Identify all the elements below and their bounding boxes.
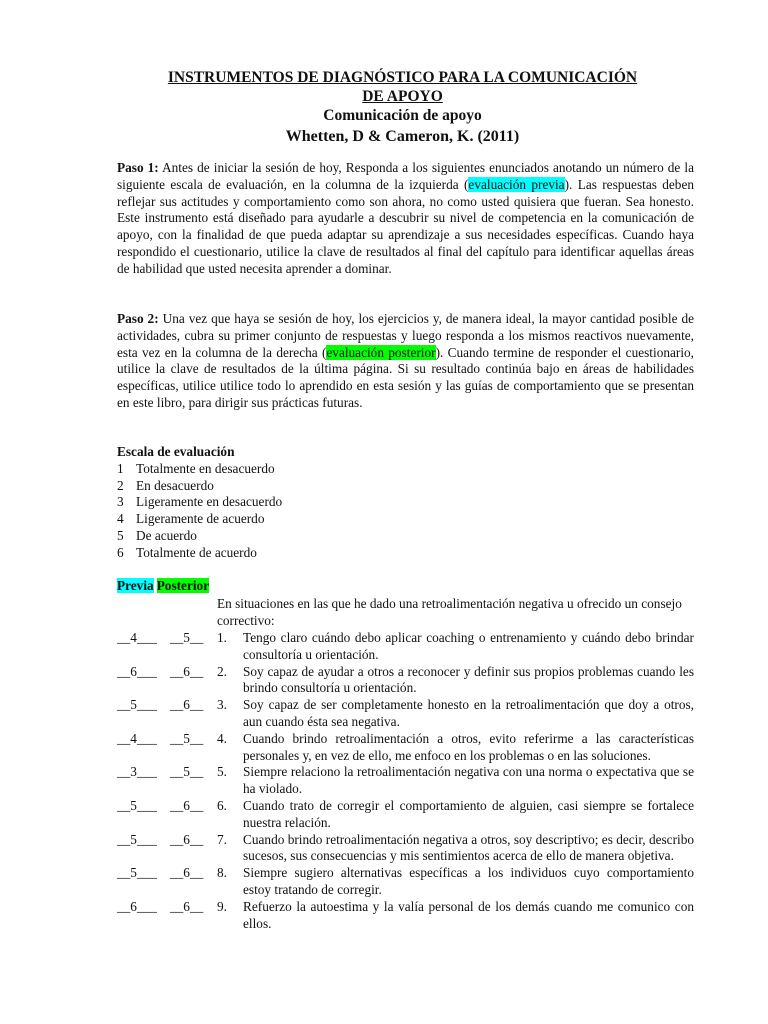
scale-item-num: 2	[117, 477, 124, 493]
item-text: Tengo claro cuándo debo aplicar coaching o entrenamiento y cuándo debo brindar consultoría u orientación.	[243, 630, 694, 662]
paso-1-text-a: Antes de iniciar la sesión de hoy, Responda a los siguientes enunciados anotando un número de la siguiente escala de evaluación, en la columna de la izquierda (	[117, 160, 694, 192]
questionnaire-item	[117, 865, 694, 899]
paso-2-paragraph	[117, 311, 694, 412]
questionnaire-item	[117, 899, 694, 933]
item-number: 9.	[217, 898, 227, 914]
scale-item-label: Ligeramente de acuerdo	[136, 511, 265, 527]
questionnaire-item	[117, 832, 694, 866]
item-number: 7.	[217, 831, 227, 847]
questionnaire-item	[117, 798, 694, 832]
item-number: 2.	[217, 663, 227, 679]
previa-answer[interactable]: __6___	[117, 898, 157, 914]
scale-item	[117, 494, 517, 511]
scale-item	[117, 511, 517, 528]
item-number: 4.	[217, 730, 227, 746]
item-text: Soy capaz de ser completamente honesto en la retroalimentación que doy a otros, aun cuando ésta sea negativa.	[243, 697, 694, 729]
subtitle: Comunicación de apoyo	[323, 107, 482, 124]
posterior-answer[interactable]: __5__	[170, 730, 204, 746]
title-block	[110, 68, 695, 149]
questionnaire-item	[117, 731, 694, 765]
item-text: Soy capaz de ayudar a otros a reconocer y definir sus propios problemas cuando les brindo consultoría u orientación.	[243, 663, 694, 696]
previa-answer[interactable]: __5___	[117, 697, 157, 713]
title-line-1: INSTRUMENTOS DE DIAGNÓSTICO PARA LA COMUNICACIÓN	[167, 69, 638, 86]
column-headers	[117, 578, 209, 595]
posterior-answer[interactable]: __6__	[170, 697, 204, 713]
item-number: 8.	[217, 865, 227, 881]
paso-1-label: Paso 1:	[117, 160, 159, 175]
posterior-header: Posterior	[156, 578, 210, 593]
posterior-answer[interactable]: __6__	[170, 865, 204, 881]
scale-item-num: 6	[117, 544, 124, 560]
previa-answer[interactable]: __5___	[117, 831, 157, 847]
item-number: 6.	[217, 797, 227, 813]
scale-item-num: 5	[117, 527, 124, 543]
item-number: 1.	[217, 630, 227, 645]
scale-item	[117, 478, 517, 495]
item-number: 3.	[217, 697, 227, 713]
scale-item	[117, 545, 517, 562]
item-text: Cuando trato de corregir el comportamiento de alguien, casi siempre se fortalece nuestra relación.	[243, 797, 694, 830]
scale-item-label: En desacuerdo	[136, 477, 214, 493]
posterior-answer[interactable]: __6__	[170, 797, 204, 813]
paso-2-label: Paso 2:	[117, 311, 159, 326]
previa-answer[interactable]: __4___	[117, 630, 157, 645]
item-text: Cuando brindo retroalimentación a otros, evito referirme a las características personales y, en vez de ello, me enfoco en los problemas o en las soluciones.	[243, 730, 694, 763]
scale-item-label: De acuerdo	[136, 527, 197, 543]
previa-answer[interactable]: __6___	[117, 663, 157, 679]
scale-title: Escala de evaluación	[117, 444, 235, 459]
questionnaire-item	[117, 630, 694, 664]
scale-block	[117, 444, 517, 562]
item-text: Cuando brindo retroalimentación negativa a otros, soy descriptivo; es decir, describo sucesos, sus consecuencias y mis sentimientos acerca de ello de manera objetiva.	[243, 831, 694, 864]
paso-2-highlight: evaluación posterior	[326, 344, 436, 360]
scale-item-label: Ligeramente en desacuerdo	[136, 494, 283, 510]
item-text: Siempre relaciono la retroalimentación negativa con una norma o expectativa que se ha violado.	[243, 764, 694, 797]
scale-item-num: 3	[117, 494, 124, 510]
questionnaire-item	[117, 764, 694, 798]
scale-item	[117, 528, 517, 545]
questionnaire-intro: En situaciones en las que he dado una retroalimentación negativa u ofrecido un consejo correctivo:	[217, 596, 682, 628]
item-text: Refuerzo la autoestima y la valía personal de los demás cuando me comunico con ellos.	[243, 898, 694, 931]
paso-2-text-a: Una vez que haya se sesión de hoy, los ejercicios y, de manera ideal, la mayor cantidad posible de actividades, cubra su primer conjunto de respuestas y luego responda a los mismos reactivos nuevamente, esta vez en la columna de la derecha (	[117, 311, 695, 360]
paso-1-highlight: evaluación previa	[468, 176, 565, 192]
scale-item-num: 1	[117, 460, 124, 476]
posterior-answer[interactable]: __6__	[170, 663, 204, 679]
paso-2-text-b: ). Cuando termine de responder el cuestionario, utilice la clave de resultados de la última página. Si su resultado continúa bajo en áreas de habilidades específicas, utilice utilice todo lo aprendido en esta sesión y las guías de comportamiento que se presentan en este libro, para dirigir sus prácticas futuras.	[117, 344, 694, 410]
scale-item-label: Totalmente de acuerdo	[136, 544, 257, 560]
posterior-answer[interactable]: __6__	[170, 831, 204, 847]
scale-item-label: Totalmente en desacuerdo	[136, 460, 275, 476]
author-line: Whetten, D & Cameron, K. (2011)	[285, 128, 520, 145]
scale-item-num: 4	[117, 511, 124, 527]
item-text: Siempre sugiero alternativas específicas a los individuos cuyo comportamiento estoy tratando de corregir.	[243, 865, 694, 897]
questionnaire-item	[117, 697, 694, 731]
posterior-answer[interactable]: __5__	[170, 764, 204, 780]
posterior-answer[interactable]: __6__	[170, 898, 204, 914]
previa-answer[interactable]: __3___	[117, 764, 157, 780]
questionnaire-item	[117, 664, 694, 698]
posterior-answer[interactable]: __5__	[170, 630, 204, 645]
previa-answer[interactable]: __5___	[117, 797, 157, 813]
questionnaire-items	[117, 630, 694, 932]
paso-1-text-b: ). Las respuestas deben reflejar sus actitudes y comportamiento como son ahora, no como usted quisiera que fueran. Sea honesto. Este instrumento está diseñado para ayudarle a descubrir su nivel de competencia en la comunicación de apoyo, con la finalidad de que pueda adaptar su aprendizaje a sus necesidades específicas. Cuando haya respondido el cuestionario, utilice la clave de resultados al final del capítulo para identificar aquellas áreas de habilidad que usted necesita aprender a dominar.	[117, 176, 694, 276]
previa-header: Previa	[117, 578, 154, 593]
title-line-2: DE APOYO	[362, 88, 443, 105]
previa-answer[interactable]: __5___	[117, 865, 157, 881]
scale-item	[117, 461, 517, 478]
item-number: 5.	[217, 764, 227, 780]
paso-1-paragraph	[117, 160, 694, 278]
previa-answer[interactable]: __4___	[117, 730, 157, 746]
